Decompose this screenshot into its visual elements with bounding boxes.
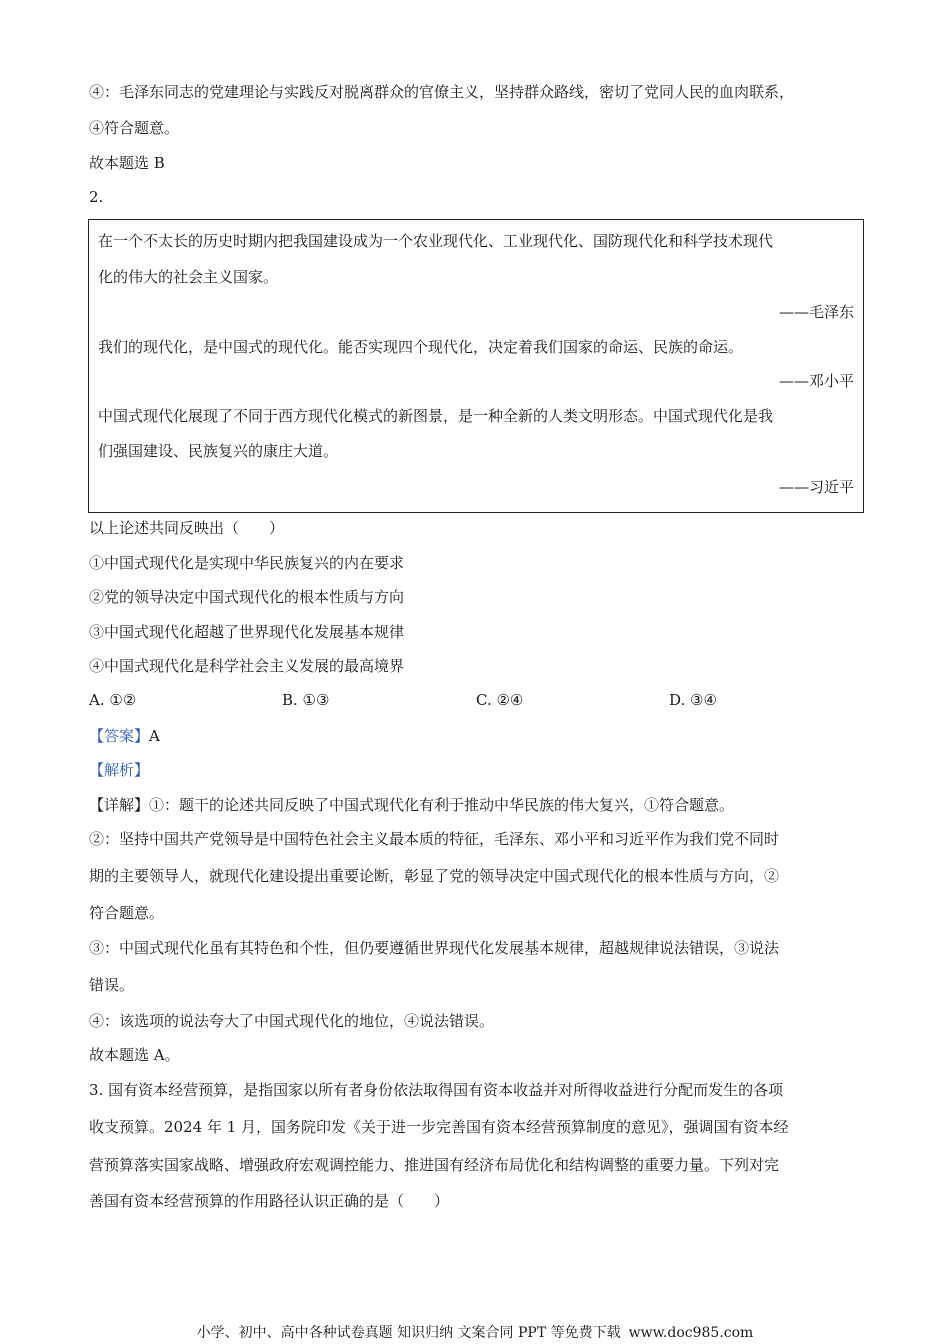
q2-detail-1 — [89, 795, 734, 815]
q3-line2: 收支预算。2024 年 1 月，国务院印发《关于进一步完善国有资本经营预算制度的意见》，强调国有资本经 — [89, 1118, 789, 1136]
q2-option-a: A. ①② — [89, 691, 137, 709]
quote-deng-attribution: ——邓小平 — [778, 372, 854, 390]
page-footer — [0, 1323, 950, 1343]
quote-xi-line1: 中国式现代化展现了不同于西方现代化模式的新图景，是一种全新的人类文明形态。中国式现代化是我 — [98, 407, 774, 425]
quote-xi-attribution: ——习近平 — [778, 478, 854, 496]
quote-mao-line1: 在一个不太长的历史时期内把我国建设成为一个农业现代化、工业现代化、国防现代化和科学技术现代 — [98, 232, 774, 250]
q2-option-b: B. ①③ — [282, 691, 330, 709]
quote-mao-attribution: ——毛泽东 — [778, 303, 854, 321]
answer-tag: 【答案】 — [89, 727, 150, 745]
q2-detail-3-line1: ③：中国式现代化虽有其特色和个性，但仍要遵循世界现代化发展基本规律，超越规律说法错误，③说法 — [89, 939, 780, 957]
footer-text: 小学、初中、高中各种试卷真题 知识归纳 文案合同 PPT 等免费下载 — [196, 1325, 621, 1341]
footer-site-link[interactable]: www.doc985.com — [628, 1325, 754, 1341]
q2-statement-4: ④中国式现代化是科学社会主义发展的最高境界 — [89, 657, 405, 675]
analysis-tag: 【解析】 — [89, 761, 150, 779]
q2-statement-1: ①中国式现代化是实现中华民族复兴的内在要求 — [89, 554, 405, 572]
answer-value: A — [149, 727, 160, 745]
q2-stem: 以上论述共同反映出（ ） — [89, 519, 285, 537]
q3-line1: 3. 国有资本经营预算，是指国家以所有者身份依法取得国有资本收益并对所得收益进行分配而发生的各项 — [89, 1081, 784, 1099]
q2-number: 2. — [89, 188, 104, 206]
detail-tag: 【详解】 — [89, 796, 150, 814]
q2-option-c: C. ②④ — [476, 691, 524, 709]
q2-detail-2-line2: 期的主要领导人，就现代化建设提出重要论断，彰显了党的领导决定中国式现代化的根本性质与方向，② — [89, 867, 780, 885]
q3-line3: 营预算落实国家战略、增强政府宏观调控能力、推进国有经济布局优化和结构调整的重要力量。下列对完 — [89, 1156, 780, 1174]
q2-statement-3: ③中国式现代化超越了世界现代化发展基本规律 — [89, 623, 405, 641]
q1-item4-line2: ④符合题意。 — [89, 119, 180, 137]
quote-mao-line2: 化的伟大的社会主义国家。 — [98, 268, 279, 286]
q1-conclusion: 故本题选 B — [89, 154, 165, 172]
q2-conclusion: 故本题选 A。 — [89, 1046, 180, 1064]
q2-detail-4: ④：该选项的说法夸大了中国式现代化的地位，④说法错误。 — [89, 1012, 495, 1030]
quote-box — [88, 219, 864, 513]
q2-detail-3-line2: 错误。 — [89, 976, 135, 994]
quote-deng-line1: 我们的现代化，是中国式的现代化。能否实现四个现代化，决定着我们国家的命运、民族的命运。 — [98, 338, 744, 356]
q2-detail-2-line3: 符合题意。 — [89, 904, 165, 922]
quote-xi-line2: 们强国建设、民族复兴的康庄大道。 — [98, 442, 339, 460]
q2-answer — [89, 726, 160, 746]
q2-option-d: D. ③④ — [669, 691, 717, 709]
q2-analysis-heading — [89, 760, 149, 780]
q1-item4-line1: ④：毛泽东同志的党建理论与实践反对脱离群众的官僚主义，坚持群众路线，密切了党同人民的血肉联系， — [89, 83, 795, 101]
q2-detail-2-line1: ②：坚持中国共产党领导是中国特色社会主义最本质的特征，毛泽东、邓小平和习近平作为我们党不同时 — [89, 830, 780, 848]
q2-statement-2: ②党的领导决定中国式现代化的根本性质与方向 — [89, 588, 405, 606]
q3-line4: 善国有资本经营预算的作用路径认识正确的是（ ） — [89, 1192, 450, 1210]
detail-1-text: ①：题干的论述共同反映了中国式现代化有利于推动中华民族的伟大复兴，①符合题意。 — [149, 796, 735, 814]
